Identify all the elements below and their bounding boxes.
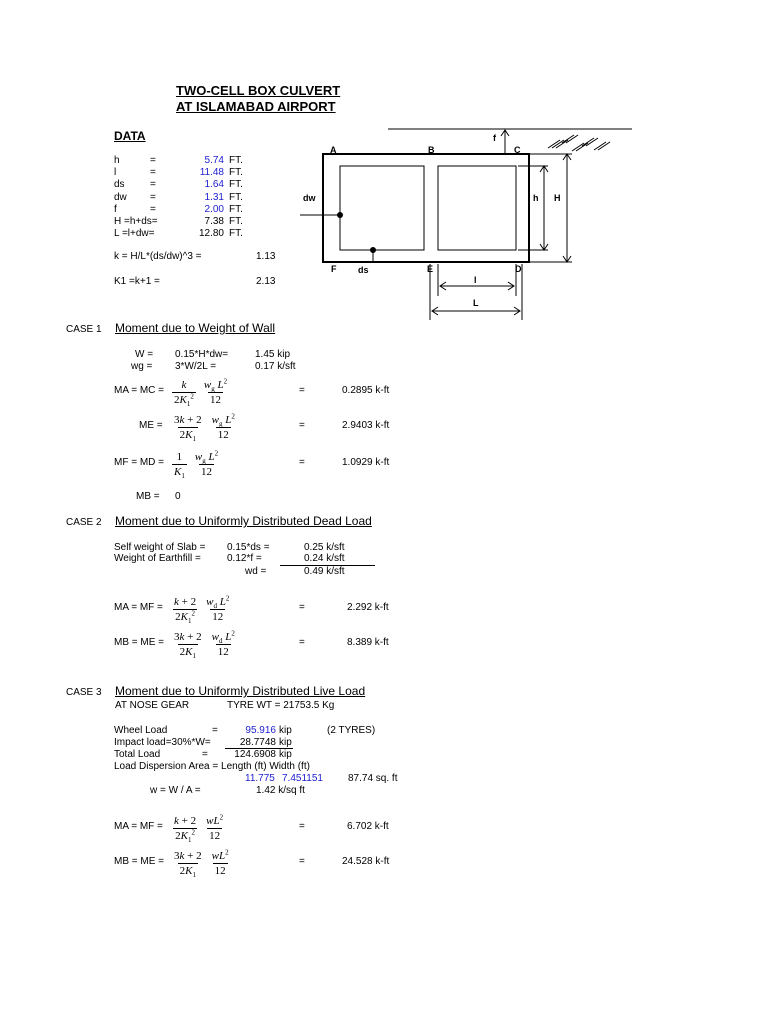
label-f-corner: F (331, 264, 337, 274)
case2-label: CASE 2 (66, 517, 102, 528)
case3-w-label: w = W / A = (150, 785, 201, 796)
case1-ma-formula: $\frac{k}{2K_1^2}$ $\frac{w_g L^2}{12}$ (174, 377, 228, 409)
case3-wheel-unit: kip (279, 725, 292, 736)
case1-me-formula: $\frac{3k + 2}{2K_1}$ $\frac{w_g L^2}{12}$ (174, 412, 235, 444)
data-row-unit: FT. (229, 228, 243, 240)
case2-title: Moment due to Uniformly Distributed Dead Load (115, 514, 372, 528)
case1-mb-label: MB = (136, 491, 160, 502)
data-row-eq: = (150, 203, 156, 215)
case1-w-formula: 0.15*H*dw= (175, 349, 229, 360)
title-line-1: TWO-CELL BOX CULVERT (176, 83, 341, 98)
label-ds: ds (358, 265, 369, 275)
label-a: A (330, 145, 337, 155)
case3-label: CASE 3 (66, 687, 102, 698)
case1-wg-formula: 3*W/2L = (175, 361, 217, 372)
case3-mb-formula: $\frac{3k + 2}{2K_1}$ $\frac{wL^2}{12}$ (174, 848, 229, 880)
case3-title: Moment due to Uniformly Distributed Live Load (115, 684, 366, 698)
data-row-value: 2.00 (204, 203, 224, 215)
case3-ma-formula: $\frac{k + 2}{2K_1^2}$ $\frac{wL^2}{12}$ (174, 813, 224, 845)
case3-dispersion-label: Load Dispersion Area = Length (ft) Width (ft) (114, 761, 310, 772)
case2-mb-formula: $\frac{3k + 2}{2K_1}$ $\frac{w_d L^2}{12}$ (174, 629, 235, 661)
data-row-label: ds (114, 179, 125, 191)
case2-mb-label: MB = ME = (114, 637, 165, 648)
data-row-unit: FT. (229, 191, 243, 203)
case2-ma-eq: = (299, 602, 305, 613)
case3-total-value: 124.6908 (234, 749, 276, 760)
case3-mb-result: 24.528 k-ft (342, 856, 390, 867)
label-c: C (514, 145, 521, 155)
data-row-label: dw (114, 191, 127, 203)
case3-w-value: 1.42 k/sq ft (256, 785, 305, 796)
case3-ma-label: MA = MF = (114, 821, 163, 832)
label-L: L (473, 298, 479, 308)
case3-wheel-note: (2 TYRES) (327, 725, 376, 736)
data-row-value: 1.64 (204, 179, 224, 191)
data-row-value: 11.48 (199, 167, 224, 179)
case2-ma-label: MA = MF = (114, 602, 163, 613)
data-row-value: 5.74 (204, 155, 224, 166)
case1-title: Moment due to Weight of Wall (115, 321, 276, 335)
case1-label: CASE 1 (66, 324, 102, 335)
label-d: D (515, 264, 522, 274)
k1-value: 2.13 (256, 276, 276, 287)
case1-me-result: 2.9403 k-ft (342, 420, 390, 431)
k-value: 1.13 (256, 251, 276, 262)
case3-mb-label: MB = ME = (114, 856, 165, 867)
label-h: h (533, 193, 539, 203)
data-row-label: l (114, 167, 117, 179)
data-row-unit: FT. (229, 167, 243, 179)
k-label: k = H/L*(ds/dw)^3 = (114, 251, 202, 262)
case1-wg-value: 0.17 k/sft (255, 361, 296, 372)
case1-mf-eq: = (299, 457, 305, 468)
case3-impact-value: 28.7748 (239, 737, 276, 748)
data-row-unit: FT. (229, 203, 243, 215)
label-f-dim: f (493, 133, 496, 143)
case3-total-eq: = (202, 749, 208, 760)
case2-slab-formula: 0.15*ds = (227, 542, 270, 553)
case2-mb-eq: = (299, 637, 305, 648)
case3-impact-unit: kip (279, 737, 292, 748)
label-e: E (427, 264, 434, 274)
case2-wd-label: wd = (245, 566, 267, 577)
case2-ma-result: 2.292 k-ft (347, 602, 389, 613)
title-line-2: AT ISLAMABAD AIRPORT (176, 99, 336, 114)
case1-w-value: 1.45 kip (255, 349, 291, 360)
case3-mb-eq: = (299, 856, 305, 867)
data-row-label: H =h+ds= (114, 216, 158, 227)
data-row-unit: FT. (229, 155, 243, 166)
case1-mf-label: MF = MD = (114, 457, 165, 468)
case2-slab-label: Self weight of Slab = (114, 542, 206, 553)
data-heading: DATA (114, 129, 146, 143)
data-row-value: 12.80 (198, 228, 224, 240)
data-row-eq: = (150, 167, 156, 179)
case2-slab-value: 0.25 k/sft (304, 542, 345, 553)
case3-area-value: 87.74 sq. ft (348, 773, 398, 784)
data-row-value: 7.38 (204, 216, 224, 227)
data-row-label: h (114, 155, 120, 166)
case3-impact-label: Impact load=30%*W= (114, 737, 211, 748)
case2-mb-result: 8.389 k-ft (347, 637, 389, 648)
case1-ma-eq: = (299, 385, 305, 396)
case2-fill-label: Weight of Earthfill = (114, 553, 201, 564)
case3-wheel-eq: = (212, 725, 218, 736)
case1-ma-result: 0.2895 k-ft (342, 385, 390, 396)
data-row-eq: = (150, 155, 156, 166)
case3-width-value: 7.451151 (282, 773, 323, 784)
case1-w-label: W = (135, 349, 154, 360)
data-row-label: f (114, 203, 117, 215)
case3-tyre: TYRE WT = 21753.5 Kg (227, 700, 335, 711)
label-b: B (428, 145, 435, 155)
case3-ma-eq: = (299, 821, 305, 832)
data-row-unit: FT. (229, 179, 243, 191)
k1-label: K1 =k+1 = (114, 276, 160, 287)
case3-nose: AT NOSE GEAR (115, 700, 190, 711)
case1-me-label: ME = (139, 420, 163, 431)
case3-wheel-value: 95.916 (245, 725, 276, 736)
label-dw: dw (303, 193, 316, 203)
case3-total-label: Total Load (114, 749, 161, 760)
data-row-label: L =l+dw= (114, 228, 155, 240)
case2-ma-formula: $\frac{k + 2}{2K_1^2}$ $\frac{w_d L^2}{12}$ (174, 594, 230, 626)
case1-me-eq: = (299, 420, 305, 431)
case1-mf-formula: $\frac{1}{K_1}$ $\frac{w_g L^2}{12}$ (174, 449, 219, 481)
case3-ma-result: 6.702 k-ft (347, 821, 389, 832)
case1-mf-result: 1.0929 k-ft (342, 457, 390, 468)
label-l: l (474, 275, 477, 285)
case3-total-unit: kip (279, 749, 292, 760)
data-row-unit: FT. (229, 216, 243, 227)
case2-fill-value: 0.24 k/sft (304, 553, 345, 564)
case1-ma-label: MA = MC = (114, 385, 165, 396)
label-H: H (554, 193, 561, 203)
case2-fill-formula: 0.12*f = (227, 553, 262, 564)
case3-wheel-label: Wheel Load (114, 725, 168, 736)
case2-wd-value: 0.49 k/sft (304, 566, 345, 577)
data-row-eq: = (150, 191, 156, 203)
data-row-eq: = (150, 179, 156, 191)
case3-length-value: 11.775 (245, 773, 275, 784)
data-row-value: 1.31 (204, 191, 224, 203)
case1-wg-label: wg = (131, 361, 153, 372)
case1-mb-value: 0 (175, 491, 181, 502)
